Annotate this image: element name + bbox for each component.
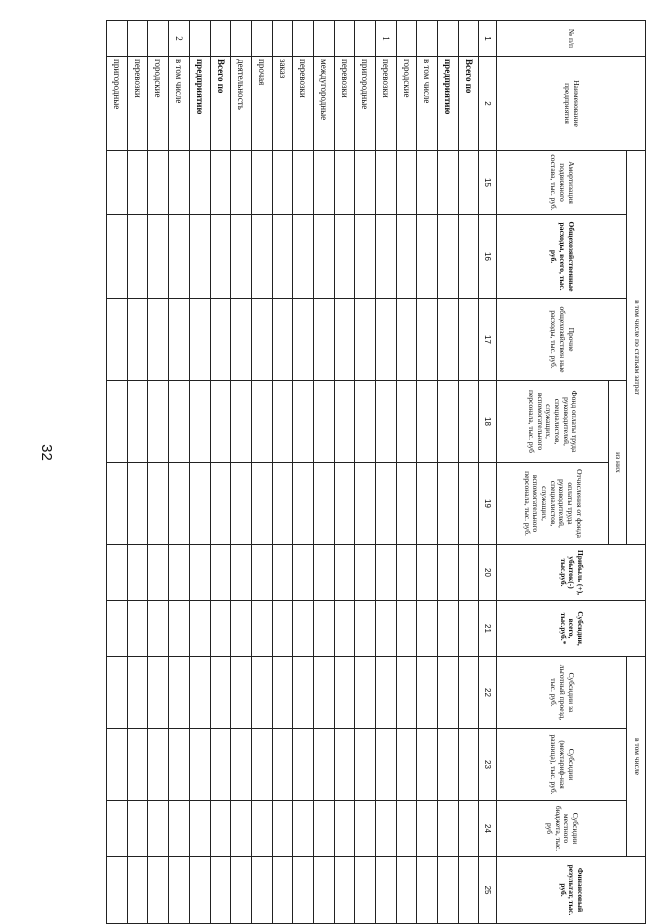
- row-value-cell: [169, 299, 190, 381]
- table-row: [458, 21, 479, 924]
- row-value-cell: [417, 215, 438, 299]
- rotated-table-wrapper: [106, 20, 646, 916]
- row-value-cell: [438, 299, 459, 381]
- row-name-cell: заказ: [272, 57, 293, 151]
- row-value-cell: [293, 801, 314, 857]
- row-value-cell: [231, 151, 252, 215]
- row-value-cell: [148, 463, 169, 545]
- row-value-cell: [334, 463, 355, 545]
- row-name-cell: предприятию: [438, 57, 459, 151]
- row-value-cell: [107, 545, 128, 601]
- row-value-cell: [210, 463, 231, 545]
- row-value-cell: [231, 545, 252, 601]
- row-value-cell: [210, 657, 231, 729]
- colnum-20: 20: [479, 545, 497, 601]
- row-value-cell: [210, 729, 231, 801]
- row-value-cell: [458, 801, 479, 857]
- row-value-cell: [334, 151, 355, 215]
- colnum-25: 25: [479, 857, 497, 924]
- row-value-cell: [396, 545, 417, 601]
- row-value-cell: [458, 657, 479, 729]
- row-value-cell: [127, 801, 148, 857]
- row-value-cell: [251, 857, 272, 924]
- row-value-cell: [169, 729, 190, 801]
- row-value-cell: [210, 545, 231, 601]
- row-value-cell: [376, 729, 397, 801]
- row-name-cell: деятельность: [231, 57, 252, 151]
- row-value-cell: [396, 215, 417, 299]
- colnum-23: 23: [479, 729, 497, 801]
- row-pp-cell: [127, 21, 148, 57]
- row-value-cell: [169, 215, 190, 299]
- header-col-16: Общехозяйственные расходы, всего, тыс. руб.: [497, 215, 627, 299]
- row-value-cell: [169, 857, 190, 924]
- row-value-cell: [107, 299, 128, 381]
- rotated-table-container: [106, 20, 646, 916]
- row-value-cell: [438, 601, 459, 657]
- row-pp-cell: 2: [169, 21, 190, 57]
- row-value-cell: [376, 463, 397, 545]
- row-value-cell: [127, 463, 148, 545]
- row-value-cell: [189, 545, 210, 601]
- row-value-cell: [438, 801, 459, 857]
- header-col-25: Финансовый результат, тыс. руб.: [497, 857, 646, 924]
- row-pp-cell: [313, 21, 334, 57]
- colnum-17: 17: [479, 299, 497, 381]
- row-pp-cell: [251, 21, 272, 57]
- row-value-cell: [107, 857, 128, 924]
- table-row: [293, 21, 314, 924]
- header-group-vtch: в том числе: [627, 657, 646, 857]
- row-value-cell: [251, 151, 272, 215]
- row-value-cell: [189, 151, 210, 215]
- row-value-cell: [127, 729, 148, 801]
- row-value-cell: [272, 801, 293, 857]
- row-value-cell: [272, 601, 293, 657]
- row-value-cell: [417, 381, 438, 463]
- row-value-cell: [107, 601, 128, 657]
- colnum-21: 21: [479, 601, 497, 657]
- row-value-cell: [251, 729, 272, 801]
- row-value-cell: [272, 729, 293, 801]
- table-row: [396, 21, 417, 924]
- row-name-cell: междугородные: [313, 57, 334, 151]
- colnum-2: 2: [479, 57, 497, 151]
- colnum-15: 15: [479, 151, 497, 215]
- row-value-cell: [313, 151, 334, 215]
- row-value-cell: [169, 545, 190, 601]
- row-value-cell: [417, 151, 438, 215]
- row-value-cell: [293, 729, 314, 801]
- row-value-cell: [169, 151, 190, 215]
- header-col-24: Субсидии местного бюджета, тыс. руб: [497, 801, 627, 857]
- row-value-cell: [334, 299, 355, 381]
- row-value-cell: [458, 215, 479, 299]
- row-value-cell: [396, 151, 417, 215]
- row-value-cell: [458, 729, 479, 801]
- row-name-cell: в том числе: [169, 57, 190, 151]
- row-value-cell: [189, 215, 210, 299]
- row-value-cell: [313, 215, 334, 299]
- row-value-cell: [127, 151, 148, 215]
- row-value-cell: [438, 463, 459, 545]
- page-number: 32: [37, 444, 55, 461]
- row-value-cell: [107, 381, 128, 463]
- row-value-cell: [231, 215, 252, 299]
- row-name-cell: в том числе: [417, 57, 438, 151]
- row-value-cell: [210, 601, 231, 657]
- row-name-cell: перевозки: [334, 57, 355, 151]
- row-value-cell: [127, 381, 148, 463]
- row-value-cell: [313, 801, 334, 857]
- row-value-cell: [355, 801, 376, 857]
- row-value-cell: [334, 215, 355, 299]
- row-name-cell: пригородные: [107, 57, 128, 151]
- row-value-cell: [438, 657, 459, 729]
- row-value-cell: [334, 857, 355, 924]
- row-value-cell: [293, 657, 314, 729]
- header-col-18: Фонд оплаты труда руководителей, специалистов, служащих, вспомогательного персонала, тыс. руб: [497, 381, 609, 463]
- row-value-cell: [272, 381, 293, 463]
- row-value-cell: [396, 381, 417, 463]
- header-col-17: Прочие общехозяйствен ные расходы, тыс. руб.: [497, 299, 627, 381]
- header-group-izikh: из них: [608, 381, 627, 545]
- row-value-cell: [458, 601, 479, 657]
- row-value-cell: [376, 299, 397, 381]
- row-value-cell: [251, 801, 272, 857]
- header-pp: № п/п: [497, 21, 646, 57]
- header-group-cost: в том числе по статьям затрат: [627, 151, 646, 545]
- row-value-cell: [293, 463, 314, 545]
- row-pp-cell: [189, 21, 210, 57]
- row-value-cell: [251, 657, 272, 729]
- row-value-cell: [334, 381, 355, 463]
- row-value-cell: [355, 215, 376, 299]
- row-value-cell: [231, 857, 252, 924]
- row-value-cell: [251, 215, 272, 299]
- row-value-cell: [189, 299, 210, 381]
- row-value-cell: [251, 299, 272, 381]
- row-value-cell: [417, 657, 438, 729]
- row-value-cell: [210, 381, 231, 463]
- row-value-cell: [293, 299, 314, 381]
- row-value-cell: [272, 463, 293, 545]
- row-value-cell: [231, 729, 252, 801]
- row-value-cell: [148, 151, 169, 215]
- row-name-cell: Всего по: [458, 57, 479, 151]
- row-value-cell: [231, 601, 252, 657]
- row-value-cell: [127, 215, 148, 299]
- row-value-cell: [313, 545, 334, 601]
- row-value-cell: [272, 545, 293, 601]
- row-value-cell: [127, 601, 148, 657]
- row-value-cell: [272, 151, 293, 215]
- row-value-cell: [355, 463, 376, 545]
- row-value-cell: [169, 601, 190, 657]
- row-value-cell: [148, 215, 169, 299]
- row-pp-cell: [148, 21, 169, 57]
- row-name-cell: перевозки: [127, 57, 148, 151]
- row-value-cell: [355, 299, 376, 381]
- row-value-cell: [334, 729, 355, 801]
- row-name-cell: городские: [148, 57, 169, 151]
- table-row: [107, 21, 128, 924]
- row-value-cell: [355, 545, 376, 601]
- row-value-cell: [272, 299, 293, 381]
- row-value-cell: [334, 601, 355, 657]
- table-row: [189, 21, 210, 924]
- row-value-cell: [210, 215, 231, 299]
- row-pp-cell: [107, 21, 128, 57]
- row-value-cell: [210, 801, 231, 857]
- row-value-cell: [313, 857, 334, 924]
- row-value-cell: [107, 657, 128, 729]
- row-value-cell: [458, 545, 479, 601]
- row-value-cell: [438, 729, 459, 801]
- header-name: Наименование предприятия: [497, 57, 646, 151]
- row-value-cell: [458, 381, 479, 463]
- row-value-cell: [293, 601, 314, 657]
- row-value-cell: [376, 381, 397, 463]
- row-value-cell: [148, 857, 169, 924]
- row-value-cell: [417, 545, 438, 601]
- colnum-16: 16: [479, 215, 497, 299]
- row-value-cell: [210, 857, 231, 924]
- table-row: [127, 21, 148, 924]
- row-value-cell: [189, 857, 210, 924]
- row-value-cell: [438, 381, 459, 463]
- row-value-cell: [313, 463, 334, 545]
- row-value-cell: [231, 299, 252, 381]
- row-value-cell: [169, 657, 190, 729]
- row-value-cell: [231, 801, 252, 857]
- table-row: [313, 21, 334, 924]
- row-value-cell: [417, 299, 438, 381]
- row-value-cell: [355, 601, 376, 657]
- table-row: [376, 21, 397, 924]
- row-value-cell: [396, 299, 417, 381]
- colnum-18: 18: [479, 381, 497, 463]
- row-value-cell: [251, 601, 272, 657]
- row-value-cell: [355, 657, 376, 729]
- row-value-cell: [169, 463, 190, 545]
- table-row: [417, 21, 438, 924]
- row-value-cell: [251, 463, 272, 545]
- row-value-cell: [293, 857, 314, 924]
- header-col-23: Субсидии (межтариф-ная разница), тыс. руб.: [497, 729, 627, 801]
- row-value-cell: [148, 657, 169, 729]
- row-value-cell: [231, 381, 252, 463]
- row-pp-cell: [396, 21, 417, 57]
- row-value-cell: [293, 151, 314, 215]
- row-pp-cell: [210, 21, 231, 57]
- row-value-cell: [334, 801, 355, 857]
- row-value-cell: [376, 801, 397, 857]
- row-value-cell: [396, 657, 417, 729]
- row-value-cell: [148, 381, 169, 463]
- row-value-cell: [107, 801, 128, 857]
- row-value-cell: [396, 801, 417, 857]
- row-value-cell: [127, 857, 148, 924]
- row-value-cell: [189, 601, 210, 657]
- row-name-cell: городские: [396, 57, 417, 151]
- row-value-cell: [148, 729, 169, 801]
- row-value-cell: [127, 657, 148, 729]
- cost-table: [106, 20, 646, 924]
- row-pp-cell: [417, 21, 438, 57]
- table-row: [272, 21, 293, 924]
- row-value-cell: [107, 151, 128, 215]
- row-value-cell: [438, 545, 459, 601]
- row-value-cell: [127, 299, 148, 381]
- row-value-cell: [293, 215, 314, 299]
- colnum-24: 24: [479, 801, 497, 857]
- row-name-cell: Всего по: [210, 57, 231, 151]
- row-value-cell: [438, 857, 459, 924]
- row-value-cell: [458, 299, 479, 381]
- row-value-cell: [376, 857, 397, 924]
- header-col-15: Амортизация подвижного состава, тыс. руб.: [497, 151, 627, 215]
- row-value-cell: [169, 381, 190, 463]
- row-value-cell: [169, 801, 190, 857]
- data-rows: [107, 21, 479, 924]
- table-row: [251, 21, 272, 924]
- row-value-cell: [334, 545, 355, 601]
- row-value-cell: [210, 299, 231, 381]
- row-value-cell: [396, 601, 417, 657]
- row-value-cell: [417, 729, 438, 801]
- row-value-cell: [231, 657, 252, 729]
- row-value-cell: [355, 729, 376, 801]
- row-name-cell: перевозки: [376, 57, 397, 151]
- row-value-cell: [107, 215, 128, 299]
- row-value-cell: [417, 463, 438, 545]
- row-value-cell: [458, 857, 479, 924]
- row-value-cell: [458, 151, 479, 215]
- row-value-cell: [189, 801, 210, 857]
- row-value-cell: [417, 601, 438, 657]
- row-value-cell: [127, 545, 148, 601]
- row-value-cell: [355, 381, 376, 463]
- row-value-cell: [189, 657, 210, 729]
- row-value-cell: [251, 381, 272, 463]
- row-value-cell: [313, 299, 334, 381]
- row-value-cell: [417, 857, 438, 924]
- colnum-19: 19: [479, 463, 497, 545]
- table-row: [231, 21, 252, 924]
- row-value-cell: [313, 657, 334, 729]
- row-pp-cell: [458, 21, 479, 57]
- row-name-cell: пригородные: [355, 57, 376, 151]
- header-col-19: Отчисления от фонда оплаты труда руководителей, специалистов, служащих, вспомогательного персонала, тыс. руб.: [497, 463, 609, 545]
- row-pp-cell: [438, 21, 459, 57]
- row-value-cell: [189, 381, 210, 463]
- table-row: [334, 21, 355, 924]
- row-pp-cell: [272, 21, 293, 57]
- row-value-cell: [458, 463, 479, 545]
- row-value-cell: [396, 729, 417, 801]
- row-value-cell: [313, 601, 334, 657]
- row-value-cell: [189, 463, 210, 545]
- row-name-cell: предприятию: [189, 57, 210, 151]
- row-value-cell: [210, 151, 231, 215]
- row-pp-cell: [355, 21, 376, 57]
- colnum-22: 22: [479, 657, 497, 729]
- table-row: [438, 21, 459, 924]
- row-value-cell: [251, 545, 272, 601]
- table-row: [148, 21, 169, 924]
- row-pp-cell: 1: [376, 21, 397, 57]
- row-value-cell: [148, 601, 169, 657]
- row-value-cell: [148, 545, 169, 601]
- row-value-cell: [396, 857, 417, 924]
- table-row: [169, 21, 190, 924]
- row-value-cell: [396, 463, 417, 545]
- row-value-cell: [376, 151, 397, 215]
- table-row: [210, 21, 231, 924]
- row-value-cell: [438, 151, 459, 215]
- row-value-cell: [313, 381, 334, 463]
- row-value-cell: [376, 545, 397, 601]
- row-pp-cell: [293, 21, 314, 57]
- row-name-cell: прочая: [251, 57, 272, 151]
- row-value-cell: [293, 381, 314, 463]
- row-value-cell: [355, 151, 376, 215]
- row-value-cell: [355, 857, 376, 924]
- row-value-cell: [272, 657, 293, 729]
- row-value-cell: [231, 463, 252, 545]
- row-value-cell: [376, 657, 397, 729]
- header-col-20: Прибыль (+), убыток(-) тыс.руб.: [497, 545, 646, 601]
- header-col-22: Субсидии за льготный проезд, тыс. руб.: [497, 657, 627, 729]
- row-value-cell: [417, 801, 438, 857]
- column-number-row: [479, 21, 497, 924]
- row-value-cell: [107, 463, 128, 545]
- row-pp-cell: [334, 21, 355, 57]
- row-name-cell: перевозки: [293, 57, 314, 151]
- row-value-cell: [376, 215, 397, 299]
- row-value-cell: [189, 729, 210, 801]
- table-row: [355, 21, 376, 924]
- row-value-cell: [272, 215, 293, 299]
- row-value-cell: [272, 857, 293, 924]
- row-pp-cell: [231, 21, 252, 57]
- colnum-1: 1: [479, 21, 497, 57]
- row-value-cell: [376, 601, 397, 657]
- row-value-cell: [293, 545, 314, 601]
- row-value-cell: [313, 729, 334, 801]
- row-value-cell: [148, 801, 169, 857]
- row-value-cell: [148, 299, 169, 381]
- row-value-cell: [438, 215, 459, 299]
- row-value-cell: [334, 657, 355, 729]
- header-col-21: Субсидии, всего, тыс.руб.*: [497, 601, 646, 657]
- row-value-cell: [107, 729, 128, 801]
